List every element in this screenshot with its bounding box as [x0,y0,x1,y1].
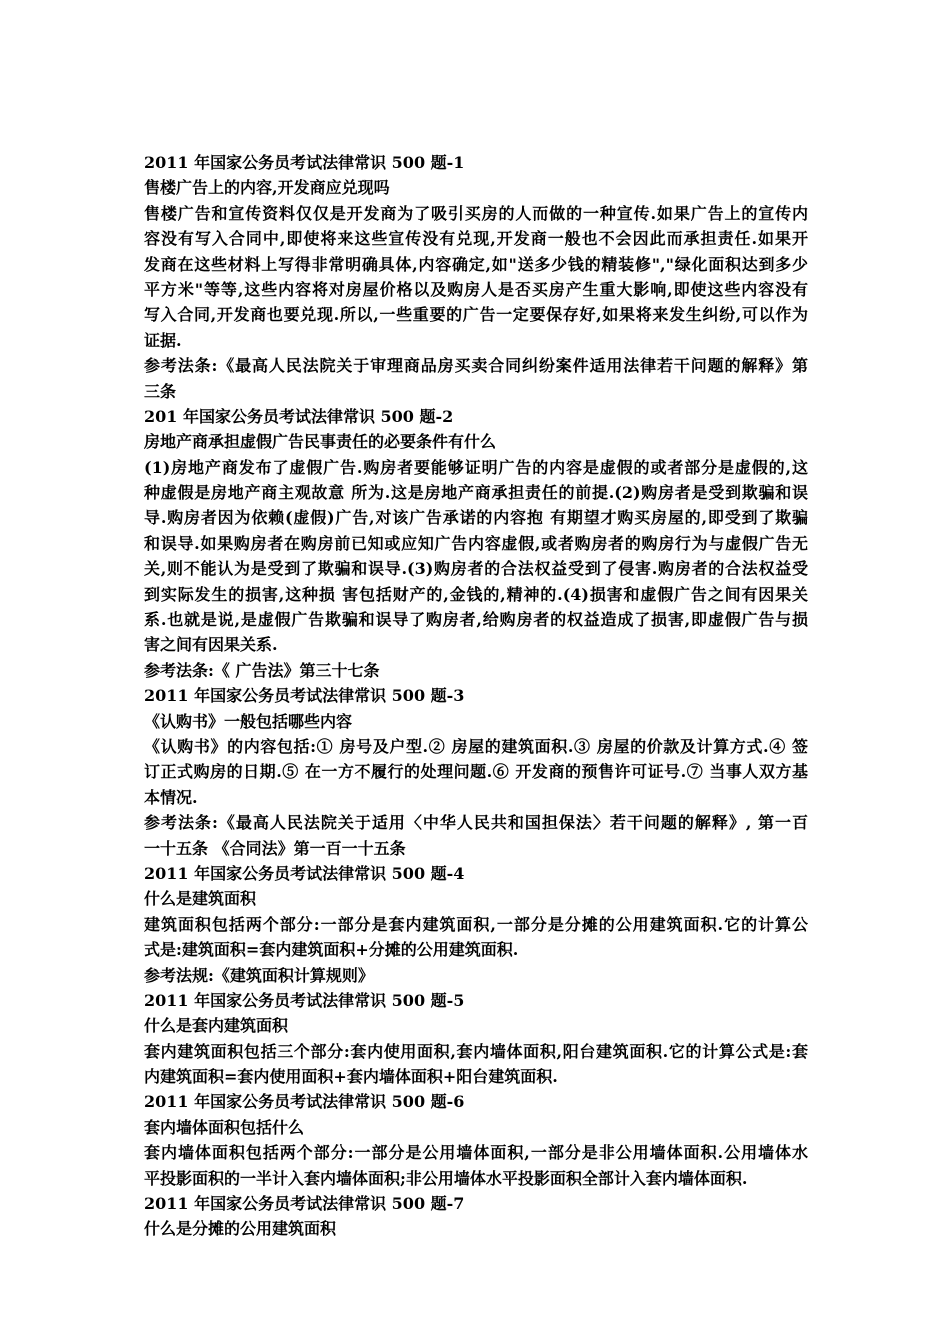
text-line: 什么是分摊的公用建筑面积 [144,1219,337,1239]
text-line: 系.也就是说,是虚假广告欺骗和误导了购房者,给购房者的权益造成了损害,即虚假广告与损 [144,610,808,630]
text-line: 参考法条:《 广告法》第三十七条 [144,660,380,680]
text-line: 导.购房者因为依赖(虚假)广告,对该广告承诺的内容抱 有期望才购买房屋的,即受到了欺骗 [144,508,808,528]
text-line: 式是:建筑面积=套内建筑面积+分摊的公用建筑面积. [144,940,519,960]
text-line: 本情况. [144,787,198,807]
text-line: 201 年国家公务员考试法律常识 500 题-2 [144,406,454,426]
text-line: 发商在这些材料上写得非常明确具体,内容确定,如"送多少钱的精装修","绿化面积达到多少 [144,254,808,274]
document-page [144,150,808,1242]
text-line: 《认购书》的内容包括:① 房号及户型.② 房屋的建筑面积.③ 房屋的价款及计算方式.④ 签 [144,736,808,756]
text-line: 三条 [144,381,177,401]
text-line: 《认购书》一般包括哪些内容 [144,711,353,731]
text-line: 证据. [144,330,182,350]
text-line: 售楼广告上的内容,开发商应兑现吗 [144,178,390,198]
text-line: 害之间有因果关系. [144,635,278,655]
text-line: 写入合同,开发商也要兑现.所以,一些重要的广告一定要保存好,如果将来发生纠纷,可以作为 [144,305,808,325]
text-line: 关,则不能认为是受到了欺骗和误导.(3)购房者的合法权益受到了侵害.购房者的合法权益受 [144,559,808,579]
text-line: 2011 年国家公务员考试法律常识 500 题-4 [144,863,465,883]
text-line: 参考法条:《最高人民法院关于适用〈中华人民共和国担保法〉若干问题的解释》, 第一百 [144,813,808,833]
text-line: 套内墙体面积包括两个部分:一部分是公用墙体面积,一部分是非公用墙体面积.公用墙体水 [144,1143,808,1163]
text-line: 容没有写入合同中,即使将来这些宣传没有兑现,开发商一般也不会因此而承担责任.如果开 [144,229,808,249]
text-line: 参考法条:《最高人民法院关于审理商品房买卖合同纠纷案件适用法律若干问题的解释》第 [144,356,808,376]
text-line: 建筑面积包括两个部分:一部分是套内建筑面积,一部分是分摊的公用建筑面积.它的计算公 [144,914,808,934]
text-line: 到实际发生的损害,这种损 害包括财产的,金钱的,精神的.(4)损害和虚假广告之间有因果关 [144,584,808,604]
text-line: 2011 年国家公务员考试法律常识 500 题-5 [144,990,465,1010]
text-line: 什么是套内建筑面积 [144,1016,289,1036]
text-line: 套内墙体面积包括什么 [144,1117,305,1137]
text-line: 房地产商承担虚假广告民事责任的必要条件有什么 [144,432,497,452]
text-line: 参考法规:《建筑面积计算规则》 [144,965,374,985]
text-line: 什么是建筑面积 [144,889,257,909]
text-line: 2011 年国家公务员考试法律常识 500 题-1 [144,153,465,172]
text-line: 2011 年国家公务员考试法律常识 500 题-6 [144,1092,465,1112]
text-line: 种虚假是房地产商主观故意 所为.这是房地产商承担责任的前提.(2)购房者是受到欺骗和误 [144,483,808,503]
text-line: 2011 年国家公务员考试法律常识 500 题-7 [144,1194,465,1214]
text-line: 售楼广告和宣传资料仅仅是开发商为了吸引买房的人而做的一种宣传.如果广告上的宣传内 [144,203,808,223]
text-line: 平方米"等等,这些内容将对房屋价格以及购房人是否买房产生重大影响,即使这些内容没有 [144,279,808,299]
text-line: 一十五条 《合同法》第一百一十五条 [144,838,406,858]
text-line: 内建筑面积=套内使用面积+套内墙体面积+阳台建筑面积. [144,1067,558,1087]
text-line: 订正式购房的日期.⑤ 在一方不履行的处理问题.⑥ 开发商的预售许可证号.⑦ 当事人双方基 [144,762,808,782]
text-line: 2011 年国家公务员考试法律常识 500 题-3 [144,686,465,706]
text-line: 平投影面积的一半计入套内墙体面积;非公用墙体水平投影面积全部计入套内墙体面积. [144,1168,748,1188]
text-line: (1)房地产商发布了虚假广告.购房者要能够证明广告的内容是虚假的或者部分是虚假的,这 [144,457,808,477]
text-line: 套内建筑面积包括三个部分:套内使用面积,套内墙体面积,阳台建筑面积.它的计算公式是:套 [144,1041,808,1061]
text-line: 和误导.如果购房者在购房前已知或应知广告内容虚假,或者购房者的购房行为与虚假广告无 [144,533,808,553]
